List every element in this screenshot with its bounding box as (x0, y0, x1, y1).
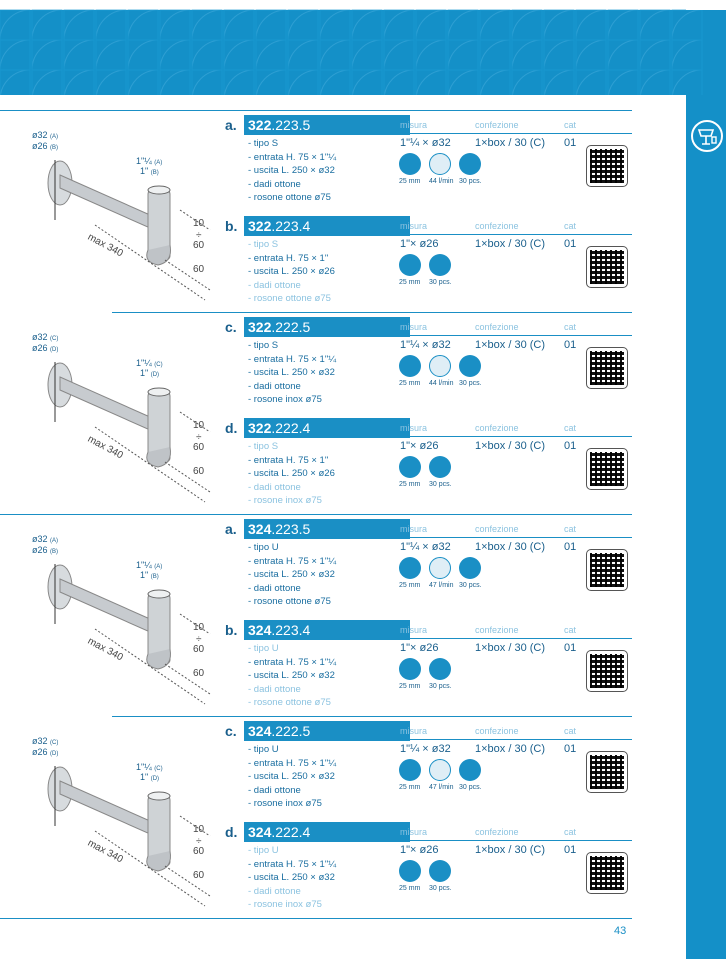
spec-line: - tipo U (248, 643, 279, 654)
product-code: 324.223.5 (244, 519, 410, 539)
spec-line: - rosone ottone ø75 (248, 697, 331, 709)
max-length-label: max 340 (85, 231, 125, 260)
spec-line: - entrata H. 75 × 1" (248, 454, 329, 466)
washbasin-icon (691, 120, 723, 152)
qr-code[interactable] (586, 549, 628, 591)
qr-pattern (590, 755, 624, 789)
icon-label: 25 mm (399, 178, 421, 185)
inlet-thread-label: 1"¼ (C) (136, 358, 163, 368)
icon-label: 30 pcs. (429, 683, 452, 690)
flow-icon (429, 759, 451, 781)
spec-line: - entrata H. 75 × 1"¼ (248, 656, 337, 668)
confezione-value: 1×box / 30 (C) (475, 844, 546, 856)
inlet-thread-label: 1"¼ (A) (136, 156, 163, 166)
outlet-diameter-label: ø26 (D) (32, 747, 59, 757)
spec-line: - tipo S (248, 239, 279, 250)
icon-label: 25 mm (399, 279, 421, 286)
spec-line: - dadi ottone (248, 178, 301, 190)
spec-line: - tipo S (248, 441, 279, 452)
cat-value: 01 (564, 137, 577, 149)
spec-line: - entrata H. 75 × 1"¼ (248, 858, 337, 870)
spec-line: - dadi ottone (248, 885, 301, 897)
icon-label: 47 l/min (429, 582, 454, 589)
siphon-icon (399, 860, 421, 882)
height-label: 10 (193, 420, 205, 431)
qr-pattern (590, 452, 624, 486)
variant-letter: b. (225, 622, 238, 638)
height-label: 10 (193, 824, 205, 835)
inlet-thread-label: 1" (D) (140, 772, 160, 782)
confezione-header: confezione (475, 221, 519, 231)
product-code: 322.223.4 (244, 216, 410, 236)
header-corner (686, 0, 726, 10)
spec-line: - tipo S (248, 138, 279, 149)
spec-line: - uscita L. 250 × ø26 (248, 266, 335, 278)
icon-label: 30 pcs. (429, 279, 452, 286)
flow-icon (429, 355, 451, 377)
product-row (222, 822, 634, 922)
misura-header: misura (400, 625, 428, 635)
confezione-value: 1×box / 30 (C) (475, 440, 546, 452)
icon-label: 25 mm (399, 885, 421, 892)
side-bar (686, 95, 726, 959)
siphon-icon (399, 355, 421, 377)
flow-icon (429, 557, 451, 579)
max-length-label: max 340 (85, 635, 125, 664)
product-row (222, 721, 634, 821)
product-row (222, 418, 634, 518)
product-code: 324.222.4 (244, 822, 410, 842)
misura-value: 1"× ø26 (400, 844, 439, 856)
misura-header: misura (400, 221, 428, 231)
spec-list (248, 238, 335, 306)
height-label: ÷ (196, 836, 202, 847)
height-label: 10 (193, 622, 205, 633)
confezione-header: confezione (475, 827, 519, 837)
spec-line: - rosone ottone ø75 (248, 192, 331, 204)
flow-icon (429, 153, 451, 175)
spec-line: - dadi ottone (248, 683, 301, 695)
product-code: 322.222.5 (244, 317, 410, 337)
siphon-icon (399, 153, 421, 175)
misura-value: 1"× ø26 (400, 238, 439, 250)
misura-header: misura (400, 322, 428, 332)
page-number: 43 (614, 925, 627, 937)
spec-list (248, 137, 336, 205)
header-banner (0, 0, 726, 95)
misura-header: misura (400, 423, 428, 433)
qr-pattern (590, 149, 624, 183)
spec-line: - uscita L. 250 × ø26 (248, 468, 335, 480)
icon-label: 25 mm (399, 380, 421, 387)
box-icon (429, 254, 451, 276)
siphon-icon (399, 254, 421, 276)
misura-header: misura (400, 827, 428, 837)
confezione-header: confezione (475, 322, 519, 332)
inlet-thread-label: 1" (B) (140, 166, 159, 176)
section-rule (0, 110, 632, 111)
misura-header: misura (400, 524, 428, 534)
box-icon (429, 658, 451, 680)
variant-letter: d. (225, 824, 238, 840)
spec-list (248, 440, 335, 508)
cat-header: cat (564, 625, 577, 635)
header-rule (410, 436, 632, 437)
spec-line: - dadi ottone (248, 380, 301, 392)
spec-line: - rosone inox ø75 (248, 495, 322, 507)
height-label: ÷ (196, 432, 202, 443)
cat-value: 01 (564, 642, 577, 654)
product-code: 322.223.5 (244, 115, 410, 135)
header-rule (410, 133, 632, 134)
box-icon (459, 557, 481, 579)
qr-code[interactable] (586, 145, 628, 187)
inlet-thread-label: 1" (B) (140, 570, 159, 580)
header-rule (410, 234, 632, 235)
confezione-value: 1×box / 30 (C) (475, 238, 546, 250)
product-row (222, 519, 634, 619)
misura-value: 1"¼ × ø32 (400, 541, 451, 553)
header-rule (410, 638, 632, 639)
icon-label: 30 pcs. (459, 582, 482, 589)
spec-list (248, 339, 336, 407)
header-rule (410, 840, 632, 841)
icon-label: 25 mm (399, 784, 421, 791)
confezione-header: confezione (475, 524, 519, 534)
confezione-value: 1×box / 30 (C) (475, 137, 546, 149)
icon-label: 44 l/min (429, 178, 454, 185)
variant-letter: d. (225, 420, 238, 436)
height-label: 60 (193, 466, 205, 477)
cat-header: cat (564, 827, 577, 837)
inlet-thread-label: 1"¼ (C) (136, 762, 163, 772)
spec-line: - dadi ottone (248, 279, 301, 291)
siphon-icon (399, 658, 421, 680)
spec-line: - tipo U (248, 845, 279, 856)
misura-header: misura (400, 120, 428, 130)
spec-line: - dadi ottone (248, 784, 301, 796)
qr-pattern (590, 856, 624, 890)
product-code: 324.223.4 (244, 620, 410, 640)
siphon-icon (399, 759, 421, 781)
height-label: 60 (193, 240, 205, 251)
outlet-diameter-label: ø26 (B) (32, 141, 59, 151)
qr-pattern (590, 654, 624, 688)
cat-header: cat (564, 726, 577, 736)
confezione-header: confezione (475, 423, 519, 433)
cat-value: 01 (564, 238, 577, 250)
product-code: 322.222.4 (244, 418, 410, 438)
confezione-value: 1×box / 30 (C) (475, 642, 546, 654)
spec-list (248, 642, 336, 710)
spec-list (248, 743, 336, 811)
icon-label: 30 pcs. (429, 885, 452, 892)
header-rule (410, 739, 632, 740)
cat-value: 01 (564, 743, 577, 755)
outlet-diameter-label: ø32 (A) (32, 130, 59, 140)
qr-code[interactable] (586, 448, 628, 490)
icon-label: 25 mm (399, 481, 421, 488)
icon-label: 44 l/min (429, 380, 454, 387)
variant-letter: c. (225, 723, 237, 739)
spec-line: - entrata H. 75 × 1"¼ (248, 151, 337, 163)
icon-label: 30 pcs. (459, 178, 482, 185)
siphon-icon (399, 456, 421, 478)
qr-pattern (590, 553, 624, 587)
spec-line: - dadi ottone (248, 481, 301, 493)
height-label: 60 (193, 442, 205, 453)
icon-label: 30 pcs. (459, 784, 482, 791)
cat-value: 01 (564, 339, 577, 351)
height-label: 60 (193, 644, 205, 655)
variant-letter: b. (225, 218, 238, 234)
spec-line: - uscita L. 250 × ø32 (248, 165, 335, 177)
spec-line: - rosone inox ø75 (248, 798, 322, 810)
siphon-diagram (0, 120, 215, 310)
siphon-diagram (0, 322, 215, 512)
spec-line: - tipo U (248, 542, 279, 553)
icon-label: 30 pcs. (459, 380, 482, 387)
icon-label: 25 mm (399, 683, 421, 690)
qr-pattern (590, 250, 624, 284)
box-icon (459, 153, 481, 175)
spec-line: - entrata H. 75 × 1"¼ (248, 757, 337, 769)
spec-line: - dadi ottone (248, 582, 301, 594)
icon-label: 47 l/min (429, 784, 454, 791)
spec-line: - entrata H. 75 × 1"¼ (248, 353, 337, 365)
misura-value: 1"¼ × ø32 (400, 137, 451, 149)
cat-header: cat (564, 221, 577, 231)
height-label: 60 (193, 668, 205, 679)
confezione-header: confezione (475, 625, 519, 635)
inlet-thread-label: 1" (D) (140, 368, 160, 378)
max-length-label: max 340 (85, 433, 125, 462)
spec-list (248, 844, 336, 912)
siphon-diagram (0, 524, 215, 714)
cat-header: cat (564, 524, 577, 534)
confezione-value: 1×box / 30 (C) (475, 541, 546, 553)
spec-line: - uscita L. 250 × ø32 (248, 670, 335, 682)
spec-line: - rosone inox ø75 (248, 394, 322, 406)
spec-line: - rosone ottone ø75 (248, 293, 331, 305)
cat-header: cat (564, 423, 577, 433)
spec-line: - entrata H. 75 × 1" (248, 252, 329, 264)
cat-value: 01 (564, 440, 577, 452)
spec-line: - uscita L. 250 × ø32 (248, 872, 335, 884)
qr-pattern (590, 351, 624, 385)
box-icon (429, 456, 451, 478)
icon-label: 30 pcs. (429, 481, 452, 488)
spec-line: - entrata H. 75 × 1"¼ (248, 555, 337, 567)
header-rule (410, 537, 632, 538)
misura-value: 1"¼ × ø32 (400, 339, 451, 351)
qr-code[interactable] (586, 650, 628, 692)
qr-code[interactable] (586, 852, 628, 894)
spec-list (248, 541, 336, 609)
cat-value: 01 (564, 844, 577, 856)
height-label: 60 (193, 870, 205, 881)
qr-code[interactable] (586, 246, 628, 288)
header-pattern (0, 0, 726, 95)
spec-line: - rosone ottone ø75 (248, 596, 331, 608)
outlet-diameter-label: ø26 (D) (32, 343, 59, 353)
box-icon (459, 759, 481, 781)
variant-letter: c. (225, 319, 237, 335)
spec-line: - uscita L. 250 × ø32 (248, 569, 335, 581)
cat-value: 01 (564, 541, 577, 553)
outlet-diameter-label: ø32 (A) (32, 534, 59, 544)
misura-value: 1"× ø26 (400, 642, 439, 654)
misura-header: misura (400, 726, 428, 736)
max-length-label: max 340 (85, 837, 125, 866)
misura-value: 1"¼ × ø32 (400, 743, 451, 755)
misura-value: 1"× ø26 (400, 440, 439, 452)
outlet-diameter-label: ø26 (B) (32, 545, 59, 555)
variant-letter: a. (225, 117, 237, 133)
spec-line: - uscita L. 250 × ø32 (248, 367, 335, 379)
cat-header: cat (564, 322, 577, 332)
height-label: 60 (193, 264, 205, 275)
spec-line: - uscita L. 250 × ø32 (248, 771, 335, 783)
icon-label: 25 mm (399, 582, 421, 589)
product-code: 324.222.5 (244, 721, 410, 741)
inlet-thread-label: 1"¼ (A) (136, 560, 163, 570)
outlet-diameter-label: ø32 (C) (32, 736, 59, 746)
height-label: 10 (193, 218, 205, 229)
variant-letter: a. (225, 521, 237, 537)
product-row (222, 317, 634, 417)
confezione-value: 1×box / 30 (C) (475, 339, 546, 351)
product-row (222, 620, 634, 720)
product-row (222, 115, 634, 215)
height-label: ÷ (196, 230, 202, 241)
spec-line: - tipo U (248, 744, 279, 755)
qr-code[interactable] (586, 751, 628, 793)
qr-code[interactable] (586, 347, 628, 389)
spec-line: - rosone inox ø75 (248, 899, 322, 911)
box-icon (429, 860, 451, 882)
confezione-header: confezione (475, 120, 519, 130)
cat-header: cat (564, 120, 577, 130)
height-label: 60 (193, 846, 205, 857)
spec-line: - tipo S (248, 340, 279, 351)
siphon-diagram (0, 726, 215, 916)
confezione-value: 1×box / 30 (C) (475, 743, 546, 755)
product-row (222, 216, 634, 316)
confezione-header: confezione (475, 726, 519, 736)
box-icon (459, 355, 481, 377)
header-rule (410, 335, 632, 336)
height-label: ÷ (196, 634, 202, 645)
siphon-icon (399, 557, 421, 579)
outlet-diameter-label: ø32 (C) (32, 332, 59, 342)
